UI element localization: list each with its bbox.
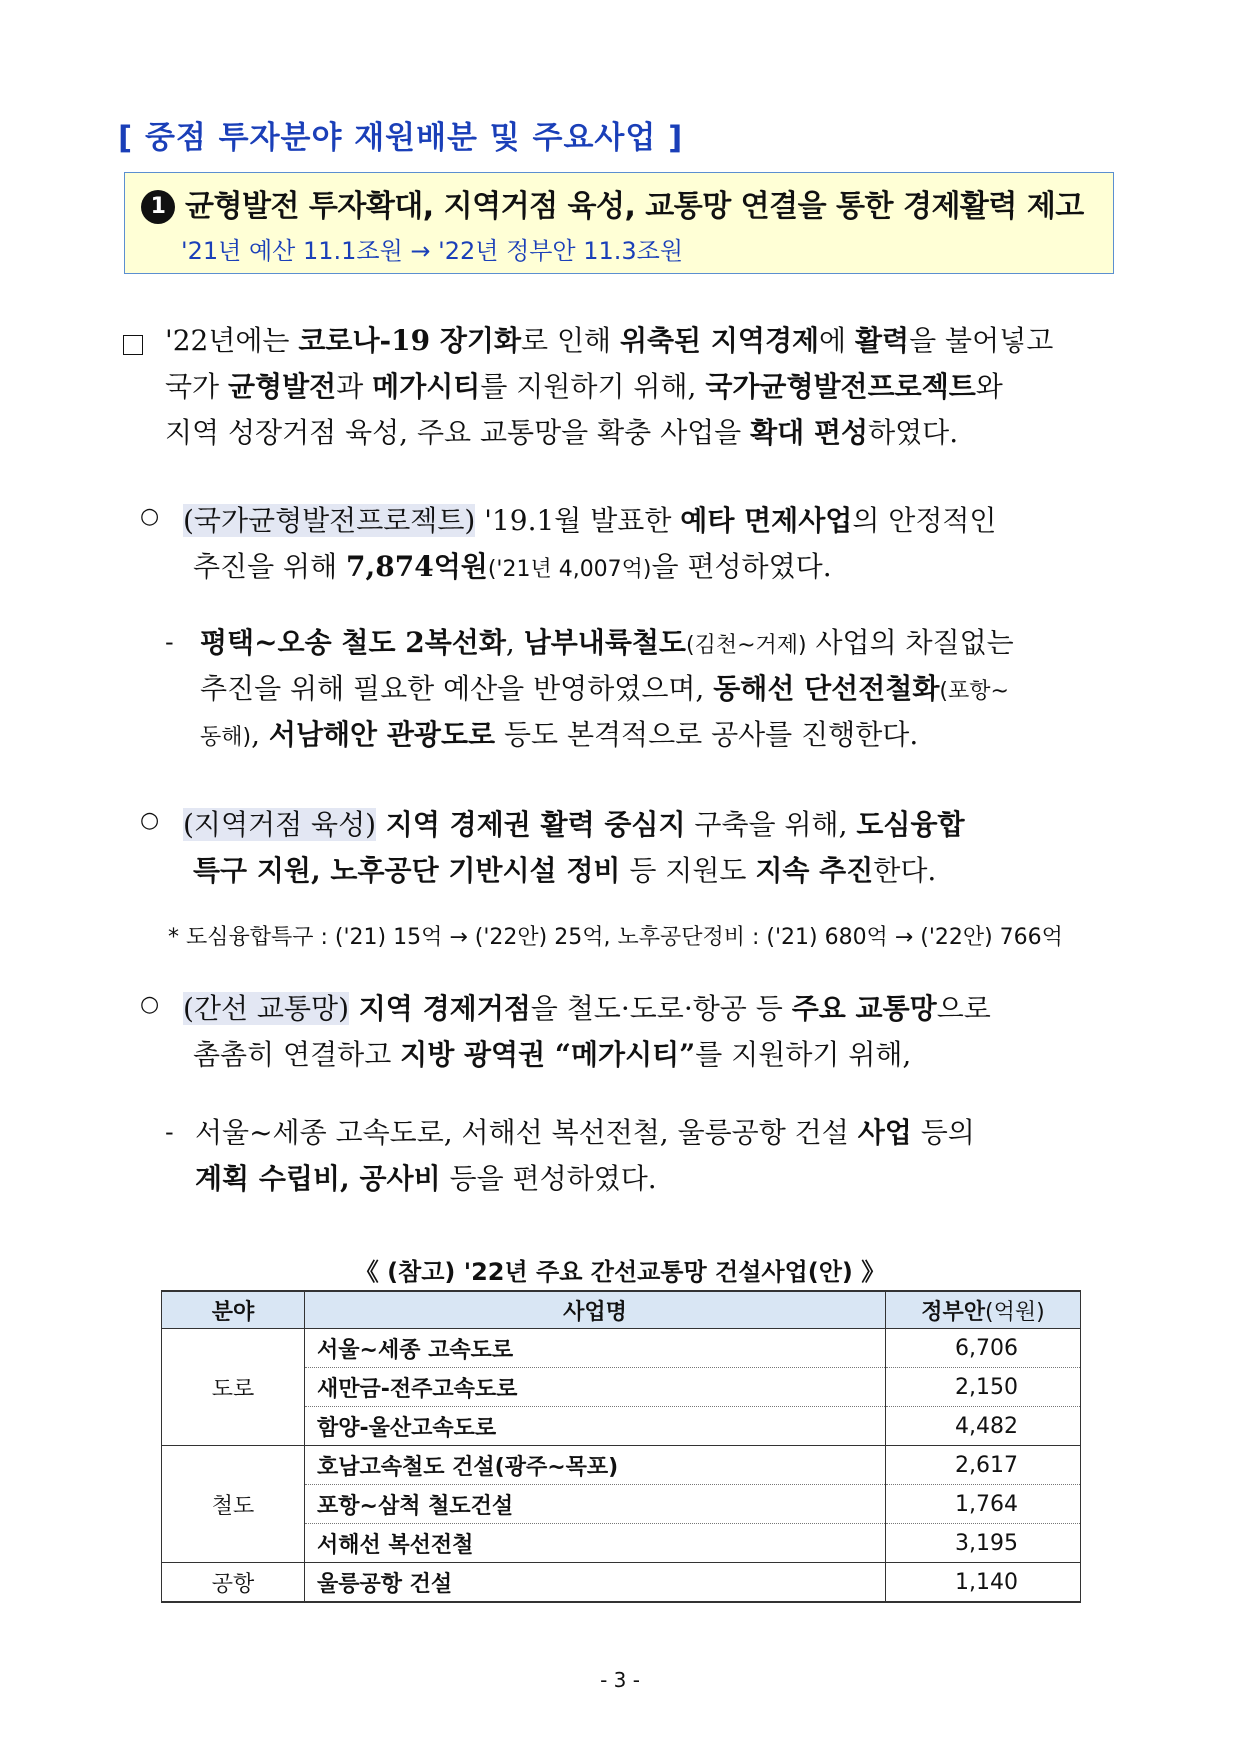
dash-bullet-icon: - (165, 628, 174, 656)
project-name-cell: 포항~삼척 철도건설 (305, 1485, 886, 1524)
project-name-cell: 울릉공항 건설 (305, 1563, 886, 1603)
table-header-row (162, 1291, 1081, 1329)
intro-line-3: 지역 성장거점 육성, 주요 교통망을 확충 사업을 확대 편성하였다. (165, 416, 959, 449)
footnote: * 도심융합특구 : ('21) 15억 → ('22안) 25억, 노후공단정비 : ('21) 680억 → ('22안) 766억 (168, 925, 1063, 950)
project-name-cell: 서울~세종 고속도로 (305, 1329, 886, 1368)
budget-cell: 1,140 (886, 1563, 1081, 1603)
project-name-cell: 서해선 복선전철 (305, 1524, 886, 1563)
table-row (162, 1446, 1081, 1485)
budget-cell: 3,195 (886, 1524, 1081, 1563)
dash-bullet-icon: - (165, 1118, 174, 1146)
point2-line-1: (지역거점 육성) 지역 경제권 활력 중심지 구축을 위해, 도심융합 (183, 808, 965, 841)
point3-dash-line-2: 계획 수립비, 공사비 등을 편성하였다. (195, 1162, 657, 1195)
budget-cell: 2,617 (886, 1446, 1081, 1485)
point3-line-2: 촘촘히 연결하고 지방 광역권 “메가시티”를 지원하기 위해, (193, 1038, 912, 1071)
budget-cell: 6,706 (886, 1329, 1081, 1368)
point2-tag: (지역거점 육성) (183, 808, 377, 841)
point1-dash-line-3: 동해), 서남해안 관광도로 등도 본격적으로 공사를 진행한다. (200, 718, 919, 751)
point1-dash-line-1: 평택~오송 철도 2복선화, 남부내륙철도(김천~거제) 사업의 차질없는 (200, 626, 1014, 659)
point1-line-1: (국가균형발전프로젝트) '19.1월 발표한 예타 면제사업의 안정적인 (183, 504, 997, 537)
table-row (162, 1563, 1081, 1603)
intro-line-1: '22년에는 코로나-19 장기화로 인해 위축된 지역경제에 활력을 불어넣고 (165, 324, 1054, 357)
summary-box (124, 172, 1114, 274)
budget-cell: 4,482 (886, 1407, 1081, 1446)
header-project-name: 사업명 (305, 1291, 886, 1329)
circle-bullet-icon: ○ (140, 808, 160, 833)
project-name-cell: 새만금-전주고속도로 (305, 1368, 886, 1407)
header-category: 분야 (162, 1291, 305, 1329)
point2-line-2: 특구 지원, 노후공단 기반시설 정비 등 지원도 지속 추진한다. (193, 854, 937, 887)
project-name-cell: 호남고속철도 건설(광주~목포) (305, 1446, 886, 1485)
summary-subtitle: '21년 예산 11.1조원 → '22년 정부안 11.3조원 (181, 237, 684, 265)
category-cell: 도로 (162, 1329, 305, 1446)
point1-line-2: 추진을 위해 7,874억원('21년 4,007억)을 편성하였다. (193, 550, 832, 583)
point1-tag: (국가균형발전프로젝트) (183, 504, 476, 537)
category-cell: 철도 (162, 1446, 305, 1563)
point3-line-1: (간선 교통망) 지역 경제거점을 철도·도로·항공 등 주요 교통망으로 (183, 992, 991, 1025)
point3-dash-line-1: 서울~세종 고속도로, 서해선 복선전철, 울릉공항 건설 사업 등의 (195, 1116, 975, 1149)
category-cell: 공항 (162, 1563, 305, 1603)
budget-cell: 1,764 (886, 1485, 1081, 1524)
project-table (161, 1290, 1081, 1603)
header-budget: 정부안(억원) (886, 1291, 1081, 1329)
table-row (162, 1329, 1081, 1368)
summary-title (141, 181, 1084, 225)
summary-title-text: 균형발전 투자확대, 지역거점 육성, 교통망 연결을 통한 경제활력 제고 (185, 189, 1084, 224)
intro-line-2: 국가 균형발전과 메가시티를 지원하기 위해, 국가균형발전프로젝트와 (165, 370, 1003, 403)
page-number: - 3 - (600, 1668, 640, 1692)
circle-bullet-icon: ○ (140, 504, 160, 529)
table-caption: 《 (참고) '22년 주요 간선교통망 건설사업(안) 》 (354, 1258, 886, 1286)
number-circle-icon: 1 (141, 190, 175, 224)
budget-cell: 2,150 (886, 1368, 1081, 1407)
point3-tag: (간선 교통망) (183, 992, 349, 1025)
project-name-cell: 함양-울산고속도로 (305, 1407, 886, 1446)
point1-dash-line-2: 추진을 위해 필요한 예산을 반영하였으며, 동해선 단선전철화(포항~ (200, 672, 1009, 705)
circle-bullet-icon: ○ (140, 992, 160, 1017)
checkbox-square-icon (123, 335, 143, 355)
section-heading: [ 중점 투자분야 재원배분 및 주요사업 ] (118, 120, 684, 156)
